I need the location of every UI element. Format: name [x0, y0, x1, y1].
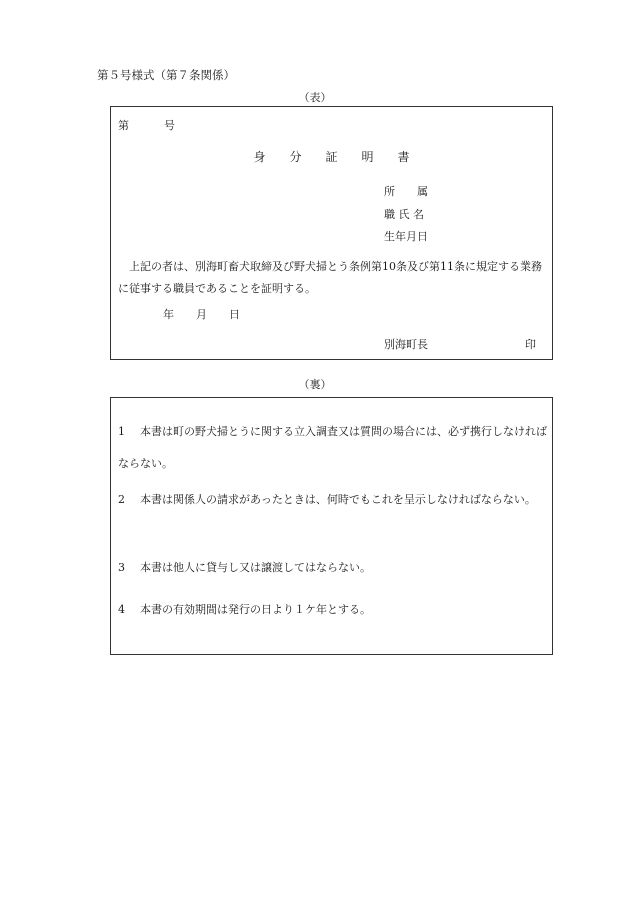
- note-text: 本書の有効期間は発行の日より１ケ年とする。: [140, 603, 371, 616]
- field-name: 職 氏 名: [384, 208, 424, 221]
- note-text: 本書は関係人の請求があったときは、何時でもこれを呈示しなければならない。: [140, 493, 536, 506]
- note-number: 3: [118, 561, 125, 574]
- note-item: [118, 416, 550, 480]
- note-item: [118, 594, 550, 626]
- issue-date-line: 年 月 日: [163, 308, 240, 321]
- field-date-of-birth: 生年月日: [384, 230, 428, 243]
- note-text: 本書は町の野犬掃とうに関する立入調査又は質問の場合には、必ず携行しなければならない。: [118, 425, 547, 470]
- note-text: 本書は他人に貸与し又は譲渡してはならない。: [140, 561, 371, 574]
- back-notes-box: [110, 397, 553, 655]
- note-item: [118, 552, 550, 584]
- seal-mark: 印: [525, 338, 536, 351]
- note-number: 4: [118, 603, 125, 616]
- issuer-mayor: 別海町長: [384, 338, 428, 351]
- number-suffix: 号: [164, 119, 175, 132]
- certificate-title: 身 分 証 明 書: [253, 150, 410, 164]
- number-prefix: 第: [118, 119, 129, 132]
- front-side-heading: （表）: [298, 91, 332, 104]
- note-item: [118, 484, 550, 516]
- front-certificate-box: [110, 106, 553, 360]
- back-side-heading: （裏）: [298, 378, 332, 391]
- form-label: 第５号様式（第７条関係）: [97, 68, 235, 82]
- note-number: 2: [118, 493, 125, 506]
- certification-statement: 上記の者は、別海町畜犬取締及び野犬掃とう条例第10条及び第11条に規定する業務に従事する職員であることを証明する。: [118, 260, 542, 295]
- note-number: 1: [118, 425, 125, 438]
- field-affiliation: 所 属: [384, 185, 428, 198]
